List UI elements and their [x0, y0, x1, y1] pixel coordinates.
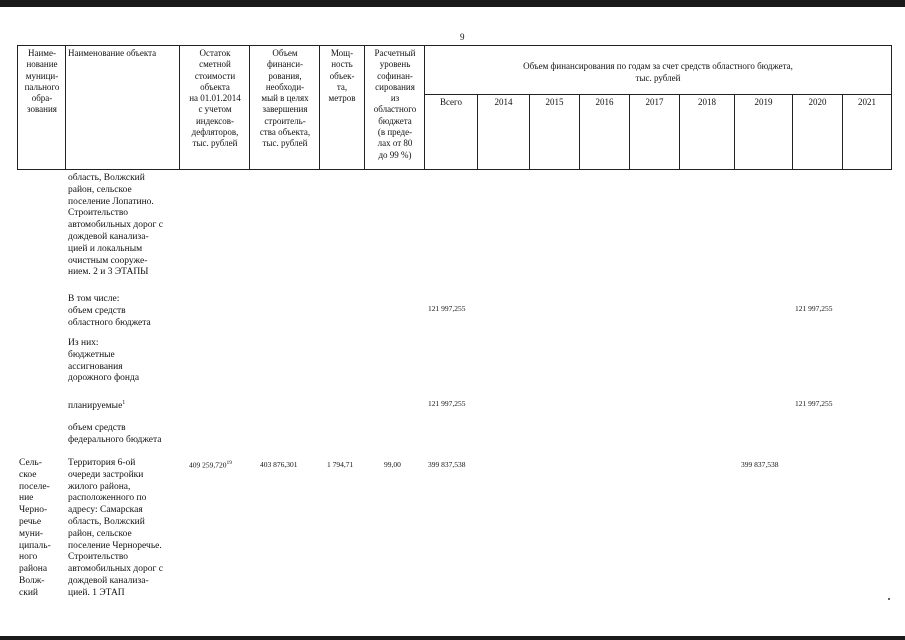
header-year-2017: 2017 [645, 97, 664, 107]
planned-2020-value: 121 997,255 [795, 399, 833, 408]
header-year-2019: 2019 [754, 97, 773, 107]
federal-budget-label: объем средств федерального бюджета [68, 423, 162, 445]
object2-footnote-mark: 19 [226, 460, 232, 466]
header-object-name: Наименование объекта [68, 48, 157, 58]
of-them-label: Из них: бюджетные ассигнования дорожного фонда [68, 338, 140, 384]
object2-capacity: 1 794,71 [327, 460, 354, 469]
header-year-2018: 2018 [698, 97, 716, 107]
header-year-2020: 2020 [808, 97, 827, 107]
object1-description: область, Волжский район, сельское поселение Лопатино. Строительство автомобильных дорог с дождевой канализа- цией и локальным очистным сооруже- нием. 2 и 3 ЭТАПЫ [68, 173, 163, 278]
header-remaining-cost: Остаток сметной стоимости объекта на 01.01.2014 с учетом индексов- дефляторов, тыс. рублей [189, 48, 241, 149]
header-cofinancing: Расчетный уровень софинан- сирования из областного бюджета (в преде- лах от 80 до 99 %) [373, 48, 417, 160]
header-years-group: Объем финансирования по годам за счет средств областного бюджета, тыс. рублей [523, 61, 793, 83]
page-number: 9 [460, 32, 465, 42]
object2-2019-value: 399 837,538 [741, 460, 779, 469]
object2-description: Территория 6-ой очереди застройки жилого района, расположенного по адресу: Самарская область, Волжский район, сельское поселение Черноречье. Строительство автомобильных дорог с дождевой канализа- цией. 1 ЭТАП [68, 458, 163, 598]
header-year-2015: 2015 [545, 97, 564, 107]
planned-total-value: 121 997,255 [428, 399, 466, 408]
header-year-2016: 2016 [595, 97, 614, 107]
scan-speck [888, 598, 890, 600]
header-municipality: Наиме- нование муници- пального обра- зования [24, 48, 60, 115]
object2-cofinancing: 99,00 [384, 460, 401, 469]
planned-footnote-mark: 1 [122, 400, 126, 406]
object2-total: 399 837,538 [428, 460, 466, 469]
object2-funding-volume: 403 876,301 [260, 460, 298, 469]
header-year-total: Всего [439, 97, 463, 107]
object2-remaining-cost: 409 259,720$^{19}$ [189, 460, 232, 470]
municipality-chernorechye: Сель- ское поселе- ние Черно- речье муни- ципаль- ного района Волж- ский [19, 458, 51, 598]
header-year-2021: 2021 [858, 97, 876, 107]
header-funding-volume: Объем финанси- рования, необходи- мый в целях завершения строитель- ства объекта, тыс. рублей [259, 48, 311, 149]
planned-label: планируемые$^1$ [68, 400, 126, 412]
header-capacity: Мощ- ность объек- та, метров [328, 48, 356, 104]
including-total-value: 121 997,255 [428, 304, 466, 313]
header-year-2014: 2014 [494, 97, 513, 107]
including-2020-value: 121 997,255 [795, 304, 833, 313]
including-label: В том числе: объем средств областного бюджета [68, 294, 151, 328]
bottom-border-bar [0, 636, 905, 640]
